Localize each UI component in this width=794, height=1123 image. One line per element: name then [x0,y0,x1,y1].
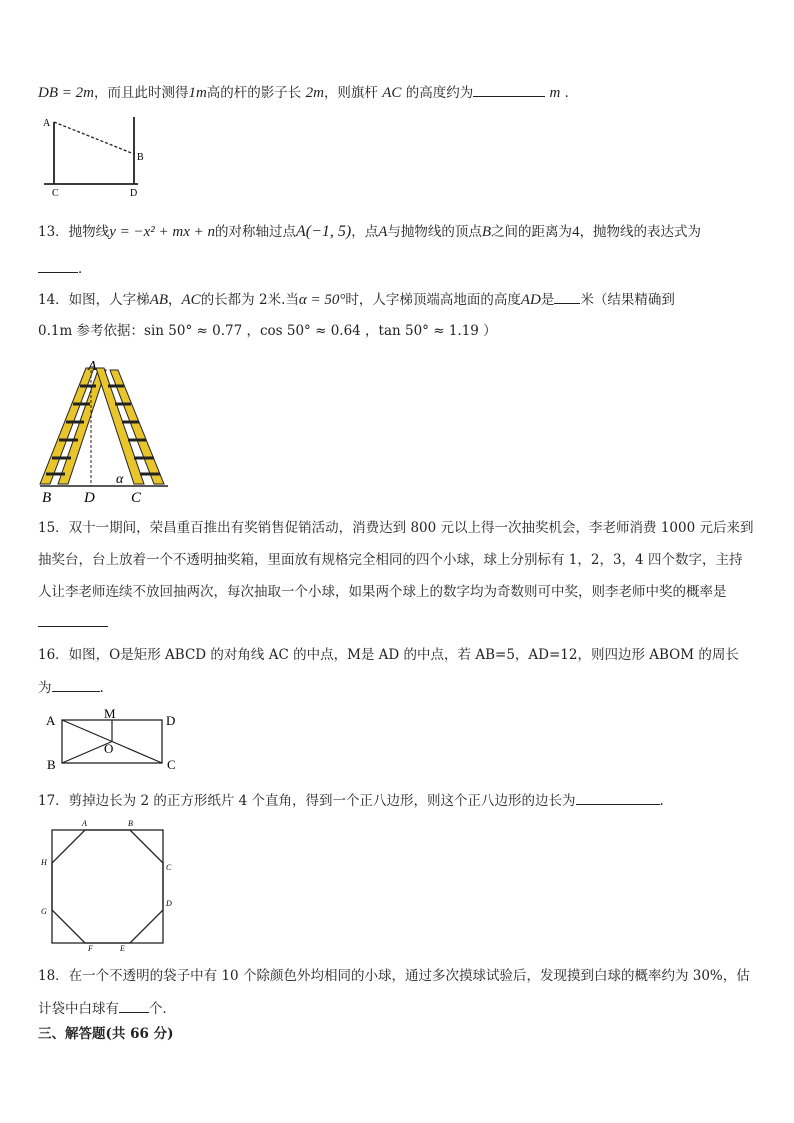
q13-end: ． [78,261,92,277]
q14-label-alpha: α [116,472,124,487]
q12-label-c: C [52,188,59,199]
q14-ad: AD [520,292,541,308]
q13-text4: 之间的距离为 [491,224,573,240]
q16-line1: 16．如图，O是矩形 ABCD 的对角线 AC 的中点，M是 AD 的中点，若 AB=5，AD=12，则四边形 ABOM 的周长 [38,647,739,663]
q12-answer-blank [473,82,545,97]
q12-1m: 1m [188,85,207,101]
q14-answer-blank [554,289,580,304]
q13-line2 [38,258,92,279]
q13-number: 13．抛物线 [38,224,110,240]
q12-text-b: ，而且此时测得 [93,85,189,101]
q14-label-c: C [131,490,142,506]
q14-reference: 0.1m 参考依据：sin 50° ≈ 0.77 ，cos 50° ≈ 0.64 ，tan 50° ≈ 1.19 ） [38,323,497,339]
q13-text3: 与抛物线的顶点 [387,224,482,240]
q15-line3: 人让李老师连续不放回抽两次，每次抽取一个小球，如果两个球上的数字均为奇数则可中奖，则李老师中奖的概率是 [38,584,727,600]
q16-label-a: A [46,713,56,728]
q16-label-o: O [104,741,114,756]
q17-label-a: A [82,819,87,828]
q17-text: 17．剪掉边长为 2 的正方形纸片 4 个直角，得到一个正八边形，则这个正八边形的边长为 [38,793,576,809]
q16-rectangle-figure [44,706,184,774]
q14-label-a: A [88,359,97,374]
q16-label-c: C [167,757,176,772]
q15-line2: 抽奖台，台上放着一个不透明抽奖箱，里面放有规格完全相同的四个小球，球上分别标有 1，2，3，4 四个数字，主持 [38,552,743,568]
q13-b: B [481,224,492,240]
q16-label-b: B [47,757,56,772]
q14-ab: AB [149,292,169,308]
q13-text2: ，点 [351,224,379,240]
q13-point: A(−1, 5) [295,223,352,240]
q15-line4 [38,612,108,633]
q16-end: . [99,680,104,696]
q14-text3: 的长都为 2米.当 [200,292,299,308]
q12-label-d: D [130,188,138,199]
q13-four: 4 [572,224,580,240]
q18-text-b: 个． [149,1001,176,1017]
q16-prefix: 为 [38,680,52,696]
q14-label-d: D [84,490,95,506]
q12-flagpole-figure [38,112,148,202]
q15-answer-blank [38,612,108,627]
section-title: 三、解答题(共 66 分) [38,1026,174,1042]
q16-label-d: D [166,713,176,728]
q17-octagon-figure [36,818,176,952]
q14-text5: 是 [540,292,555,308]
q13-a: A [378,224,388,240]
q12-2m: 2m [305,85,324,101]
q18-line2 [38,998,176,1019]
q12-continuation [38,82,578,103]
q13-answer-blank [38,258,78,273]
q17-label-h: H [41,858,47,867]
q14-text2: ， [168,292,182,308]
q14-ladder-figure [36,356,176,506]
q17-answer-blank [576,790,660,805]
q14-label-b: B [42,490,52,506]
q13-text1: 的对称轴过点 [214,224,296,240]
q17-end: . [659,793,664,809]
q14-alpha: α = 50° [298,292,346,308]
q12-ac: AC [382,85,402,101]
q12-period: ． [564,85,579,101]
q17-label-e: E [120,944,125,953]
q16-label-m: M [104,706,116,721]
q17-label-d: D [166,899,172,908]
q14-text4: 时，人字梯顶端高地面的高度 [345,292,521,308]
q14-text1: 14．如图，人字梯 [38,292,150,308]
q16-answer-blank [52,677,100,692]
q12-unit: m [549,85,561,101]
q14-text6: 米（结果精确到 [580,292,675,308]
q12-label-a: A [43,118,51,129]
q14-line2 [38,321,497,341]
q17-label-g: G [41,907,47,916]
q14-line1 [38,289,675,310]
q17-label-c: C [166,863,172,872]
q12-text-h: 的高度约为 [405,85,474,101]
q18-line1: 18．在一个不透明的袋子中有 10 个除颜色外均相同的小球，通过多次摸球试验后，发现摸到白球的概率约为 30%，估 [38,968,750,984]
q17-label-f: F [88,944,93,953]
q17-line1 [38,790,664,811]
q17-label-b: B [128,819,133,828]
q13-line1 [38,222,701,242]
q13-text5: ，抛物线的表达式为 [579,224,702,240]
q14-ac: AC [181,292,201,308]
q12-text-f: ，则旗杆 [323,85,378,101]
q16-line2 [38,677,104,698]
q18-answer-blank [119,998,149,1013]
q15-line1: 15．双十一期间，荣昌重百推出有奖销售促销活动，消费达到 800 元以上得一次抽奖机会，李老师消费 1000 元后来到 [38,520,754,536]
q12-text-d: 高的杆的影子长 [206,85,302,101]
q12-label-b: B [137,152,144,163]
q13-formula: y = −x² + mx + n [109,224,215,240]
q18-text-a: 计袋中白球有 [38,1001,119,1017]
q12-db: DB = 2m [38,85,94,101]
